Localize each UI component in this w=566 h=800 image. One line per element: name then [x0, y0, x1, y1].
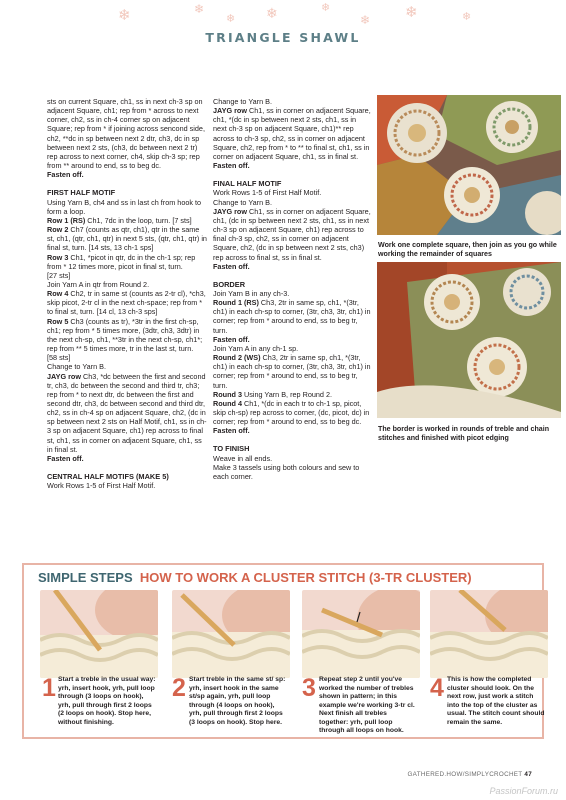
step-number: 3	[302, 674, 316, 702]
simple-steps-heading: SIMPLE STEPS HOW TO WORK A CLUSTER STITCH (3-TR CLUSTER)	[38, 570, 472, 585]
fasten-off: Fasten off	[213, 161, 248, 171]
paragraph: Using Yarn B, ch4 and ss in last ch from hook to form a loop.	[47, 197, 202, 216]
step-photo-4	[430, 590, 548, 678]
section-heading: TO FINISH	[213, 444, 250, 454]
section-heading: FINAL HALF MOTIF	[213, 179, 282, 189]
snowflake-icon: ❄	[462, 11, 472, 23]
section-heading: CENTRAL HALF MOTIFS (MAKE 5)	[47, 472, 169, 482]
middle-column: Change to Yarn B. JAYG row Ch1, ss in corner on adjacent Square, ch1, *(dc in sp between next 2 sts, ch1, ss in next ch-3 sp on adjacent Square, ch1)** rep across to ch-3 sp, ch2, ss in corner on adjacent Square, ch2, rep from * to ** to final st, ch1, ss in corner on adjacent Square, ch1, ss in final st. Fasten off. FINAL HALF MOTIF Work Rows 1-5 of First Half Motif. Change to Yarn B. JAYG row Ch1, ss in corner on adjacent Square, ch1, (dc in sp between next 2 sts, ch1, ss in next ch-3 sp on adjacent Square, ch1) rep across to final ch-3 sp, ch2, ss in corner on adjacent Square, ch2, (dc in sp between next 2 sts, ch3) rep across to final st, ss in final st. Fasten off. BORDER Join Yarn B in any ch-3. Round 1 (RS) Ch3, 2tr in same sp, ch1, *(3tr, ch1) in each ch-sp to corner, (3tr, ch3, 3tr, ch1) in corner; rep from * around to end, ss to beg tr, turn. Fasten off. Join Yarn A in any ch-1 sp. Round 2 (WS) Ch3, 2tr in same sp, ch1, *(3tr, ch1) in each ch-sp to corner, (3tr, ch3, 3tr, ch1) in corner; rep from * around to end, ss to beg tr, turn. Round 3 Using Yarn B, rep Round 2. Round 4 Ch1, *(dc in each tr to ch-1 sp, picot, skip ch-sp) rep across to corner, (dc, picot, dc) in corner; rep from * around to end, ss to beg dc. Fasten off. TO FINISH Weave in all ends. Make 3 tassels using both colours and sew to each corner.	[213, 97, 371, 481]
fasten-off: Fasten off	[213, 261, 248, 271]
watermark: PassionForum.ru	[489, 786, 558, 796]
shawl-square-photo	[377, 95, 561, 235]
step-text: Start treble in the same st/ sp: yrh, insert hook in the same st/sp again, yrh, pull loop through (4 loops on hook), yrh, pull through first 2 loops (3 loops on hook). Stop here.	[189, 676, 286, 726]
section-heading: BORDER	[213, 279, 246, 289]
shawl-border-photo	[377, 262, 561, 418]
paragraph: sts on current Square, ch1, ss in next ch-3 sp on adjacent Square, ch1; rep from * across to next corner, ch2, ss in ch-4 corner sp on adjacent Square; rep from * if joining across sencond side, ch2, **dc in sp between next 2 dtr, ch3, dc in sp between next 2 sts, (ch3, dc between next 2 tr) rep across to next corner, ch4, skip ch-3 sp; rep from ** around to end, ss to beg dc.	[47, 97, 205, 171]
fasten-off: Fasten off	[213, 426, 248, 436]
section-heading: FIRST HALF MOTIF	[47, 188, 116, 198]
page-number: 47	[524, 771, 532, 778]
snowflake-icon: ❄	[266, 5, 278, 21]
footer-url: GATHERED.HOW/SIMPLYCROCHET	[407, 771, 523, 778]
fasten-off: Fasten off	[47, 170, 82, 180]
step-text: Start a treble in the usual way: yrh, insert hook, yrh, pull loop through (3 loops on hook), yrh, pull through first 2 loops (2 loops on hook). Stop here, without finishing.	[58, 676, 156, 726]
photo-caption: Work one complete square, then join as you go while working the remainder of squares	[378, 241, 557, 259]
snowflake-icon: ❄	[194, 2, 205, 16]
step-text: This is how the completed cluster should look. On the next row, just work a stitch into the top of the cluster as usual. The stitch count should remain the same.	[447, 676, 545, 726]
snowflake-icon: ❄	[405, 4, 418, 21]
step-photo-1	[40, 590, 158, 678]
step-text: Repeat step 2 until you've worked the number of trebles shown in pattern; in this example we're working 3-tr cl. Next finish all trebles together: yrh, pull loop through all loops on hook.	[319, 676, 415, 734]
step-number: 4	[430, 674, 444, 702]
snowflake-icon: ❄	[321, 2, 331, 14]
fasten-off: Fasten off	[47, 453, 82, 463]
snowflake-icon: ❄	[360, 13, 371, 27]
step-photo-3	[302, 590, 420, 678]
snowflake-icon: ❄	[118, 7, 131, 24]
step-number: 1	[42, 674, 56, 702]
left-column: sts on current Square, ch1, ss in next ch-3 sp on adjacent Square, ch1; rep from * across to next corner, ch2, ss in ch-4 corner sp on adjacent Square; rep from * if joining across sencond side, ch2, **dc in sp between next 2 dtr, ch3, dc in sp between next 2 sts, (ch3, dc between next 2 tr) rep across to next corner, ch4, skip ch-3 sp; rep from ** around to end, ss to beg dc. Fasten off. FIRST HALF MOTIF Using Yarn B, ch4 and ss in last ch from hook to form a loop. Row 1 (RS) Ch1, 7dc in the loop, turn. [7 sts] Row 2 Ch7 (counts as qtr, ch1), qtr in the same st, ch1, (qtr, ch1, qtr) in next 5 sts, (qtr, ch1, qtr) in final st, turn. [14 sts, 13 ch-1 sps] Row 3 Ch1, *picot in qtr, dc in the ch-1 sp; rep from * 12 times more, picot in final st, turn. [27 sts] Join Yarn A in qtr from Round 2. Row 4 Ch2, tr in same st (counts as 2-tr cl), *ch3, skip picot, 2-tr cl in the next ch-space; rep from * to final st, turn. [14 cl, 13 ch-3 sps] Row 5 Ch3 (counts as tr), *3tr in the first ch-sp, ch1; rep from * 5 times more, (3dtr, ch3, 3dtr) in the next ch-sp, ch1, **3tr in the next ch-sp, ch1*; rep from ** 5 times more, tr in the last st, turn. [58 sts] Change to Yarn B. JAYG row Ch3, *dc between the first and second tr, ch3, dc between the second and third tr, ch3; rep from * to next dtr, dc between the first and second dtr, ch3, dc between second and third dtr, ch2, ss in ch-4 sp on adjacent Square, ch2, (dc in sp between next 2 sts on Half Motif, ch1, ss in ch-3 sp on adjacent Square, ch1) rep across to final st, ch1, ss in corner on adjacent Square, ch1, ss in final st. Fasten off. CENTRAL HALF MOTIFS (MAKE 5) Work Rows 1-5 of First Half Motif.	[47, 97, 207, 491]
step-photo-2	[172, 590, 290, 678]
photo-caption: The border is worked in rounds of treble and chain stitches and finished with picot edging	[378, 425, 550, 443]
snowflake-icon: ❄	[226, 13, 236, 25]
page-footer	[407, 771, 532, 778]
page-title: TRIANGLE SHAWL	[205, 30, 361, 45]
step-number: 2	[172, 674, 186, 702]
fasten-off: Fasten off	[213, 334, 248, 344]
